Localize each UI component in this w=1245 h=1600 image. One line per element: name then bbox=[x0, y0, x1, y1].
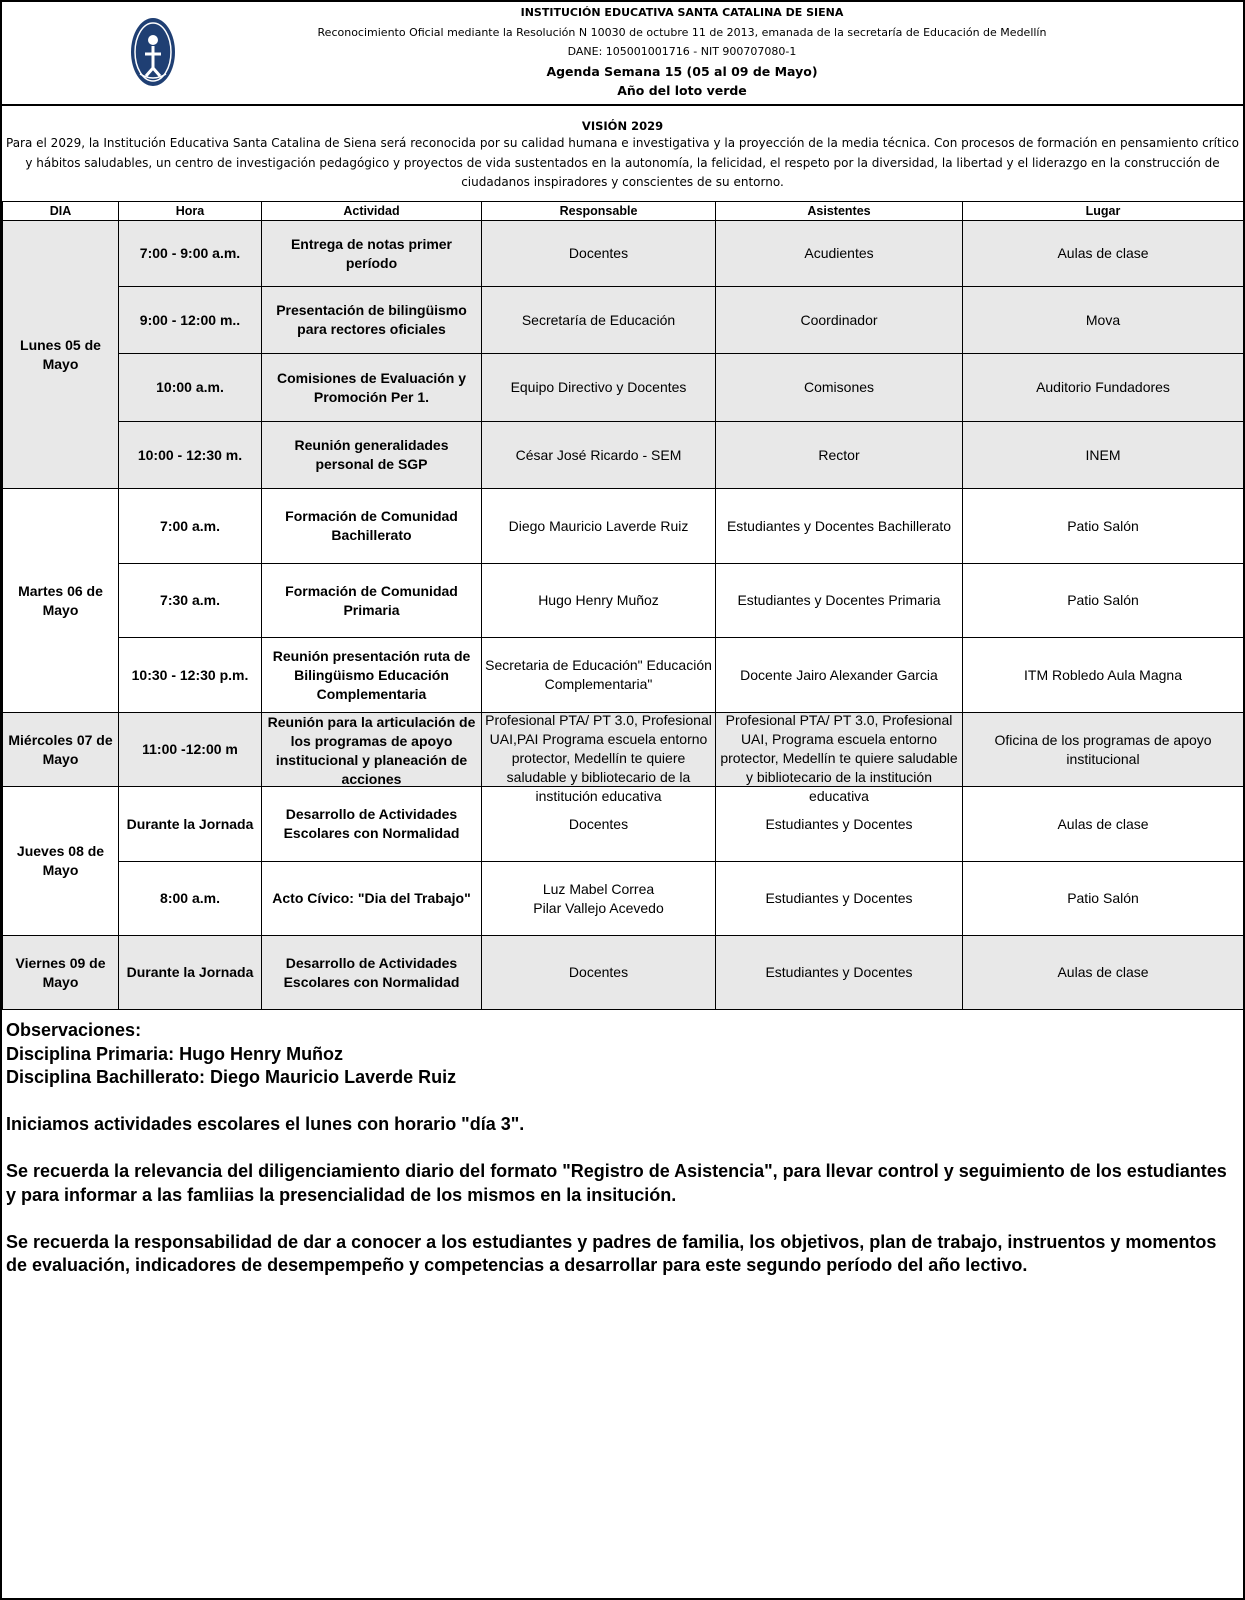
column-header-lugar: Lugar bbox=[963, 202, 1244, 221]
table-row bbox=[3, 936, 1244, 1010]
hora-cell: 8:00 a.m. bbox=[119, 862, 262, 936]
actividad-cell: Reunión presentación ruta de Bilingüismo Educación Complementaria bbox=[262, 638, 482, 713]
day-cell-viernes: Viernes 09 de Mayo bbox=[3, 936, 119, 1010]
actividad-cell: Acto Cívico: "Dia del Trabajo" bbox=[262, 862, 482, 936]
day-cell-lunes: Lunes 05 de Mayo bbox=[3, 221, 119, 489]
hora-cell: 10:30 - 12:30 p.m. bbox=[119, 638, 262, 713]
hora-cell: 7:30 a.m. bbox=[119, 564, 262, 638]
lugar-cell: Patio Salón bbox=[963, 862, 1244, 936]
dane-nit: DANE: 105001001716 - NIT 900707080-1 bbox=[567, 45, 797, 58]
responsable-cell: Equipo Directivo y Docentes bbox=[482, 354, 716, 422]
responsable-line: Pilar Vallejo Acevedo bbox=[533, 899, 664, 916]
actividad-cell: Comisiones de Evaluación y Promoción Per 1. bbox=[262, 354, 482, 422]
discipline-secondary: Disciplina Bachillerato: Diego Mauricio Laverde Ruiz bbox=[6, 1067, 457, 1087]
hora-cell: 11:00 -12:00 m bbox=[119, 713, 262, 787]
responsable-cell: César José Ricardo - SEM bbox=[482, 422, 716, 489]
official-recognition: Reconocimiento Oficial mediante la Resolución N 10030 de octubre 11 de 2013, emanada de la secretaría de Educación de Medellín bbox=[317, 26, 1047, 39]
asistentes-cell: Rector bbox=[716, 422, 963, 489]
asistentes-cell: Acudientes bbox=[716, 221, 963, 287]
table-row bbox=[3, 564, 1244, 638]
vision-title: VISIÓN 2029 bbox=[581, 119, 664, 133]
table-row bbox=[3, 713, 1244, 787]
responsable-cell: Secretaria de Educación" Educación Complementaria" bbox=[482, 638, 716, 713]
column-header-dia: DIA bbox=[3, 202, 119, 221]
responsable-line: Luz Mabel Correa bbox=[542, 880, 655, 897]
responsable-cell: Diego Mauricio Laverde Ruiz bbox=[482, 489, 716, 564]
lugar-cell: ITM Robledo Aula Magna bbox=[963, 638, 1244, 713]
asistentes-cell-wrap bbox=[716, 711, 963, 804]
responsable-cell: Profesional PTA/ PT 3.0, Profesional UAI,PAI Programa escuela entorno protector, Medellín te quiere saludable y bibliotecario de la institución educativa bbox=[485, 711, 712, 804]
asistentes-cell: Estudiantes y Docentes bbox=[716, 936, 963, 1010]
discipline-primary: Disciplina Primaria: Hugo Henry Muñoz bbox=[6, 1043, 344, 1064]
observation-note: Se recuerda la responsabilidad de dar a conocer a los estudiantes y padres de familia, los objetivos, plan de trabajo, instruentos y momentos de evaluación, indicadores de desempempeño y competencias a desarrollar para este segundo período del año lectivo. bbox=[6, 1231, 1217, 1275]
table-row bbox=[3, 422, 1244, 489]
lugar-cell: Aulas de clase bbox=[963, 936, 1244, 1010]
observations-title: Observaciones: bbox=[6, 1020, 142, 1040]
lugar-cell: Patio Salón bbox=[963, 564, 1244, 638]
table-header-row bbox=[3, 202, 1244, 221]
day-cell-jueves: Jueves 08 de Mayo bbox=[3, 787, 119, 936]
table-row bbox=[3, 221, 1244, 287]
hora-cell: Durante la Jornada bbox=[119, 936, 262, 1010]
lugar-cell: INEM bbox=[963, 422, 1244, 489]
actividad-cell: Entrega de notas primer período bbox=[262, 221, 482, 287]
responsable-cell bbox=[482, 862, 716, 936]
agenda-table bbox=[2, 201, 1244, 1010]
responsable-cell: Docentes bbox=[482, 787, 716, 862]
responsable-cell: Docentes bbox=[482, 936, 716, 1010]
actividad-cell: Formación de Comunidad Bachillerato bbox=[262, 489, 482, 564]
day-cell-martes: Martes 06 de Mayo bbox=[3, 489, 119, 713]
asistentes-cell: Estudiantes y Docentes Primaria bbox=[716, 564, 963, 638]
lugar-cell: Patio Salón bbox=[963, 489, 1244, 564]
hora-cell: 7:00 - 9:00 a.m. bbox=[119, 221, 262, 287]
document-header bbox=[2, 2, 1243, 106]
actividad-cell: Reunión generalidades personal de SGP bbox=[262, 422, 482, 489]
agenda-title: Agenda Semana 15 (05 al 09 de Mayo) bbox=[546, 64, 818, 79]
lugar-cell: Aulas de clase bbox=[963, 221, 1244, 287]
actividad-cell: Desarrollo de Actividades Escolares con Normalidad bbox=[262, 787, 482, 862]
actividad-cell-wrap bbox=[262, 713, 482, 787]
asistentes-cell: Estudiantes y Docentes Bachillerato bbox=[716, 489, 963, 564]
responsable-cell: Docentes bbox=[482, 221, 716, 287]
actividad-cell: Reunión para la articulación de los programas de apoyo institucional y planeación de acciones bbox=[267, 714, 476, 787]
table-row bbox=[3, 862, 1244, 936]
hora-cell: 10:00 - 12:30 m. bbox=[119, 422, 262, 489]
asistentes-cell: Estudiantes y Docentes bbox=[716, 862, 963, 936]
spacer bbox=[6, 1207, 1236, 1231]
lugar-cell: Aulas de clase bbox=[963, 787, 1244, 862]
table-row bbox=[3, 354, 1244, 422]
lugar-cell: Auditorio Fundadores bbox=[963, 354, 1244, 422]
observation-note: Se recuerda la relevancia del diligenciamiento diario del formato "Registro de Asistencia", para llevar control y seguimiento de los estudiantes y para informar a las famliias la presencialidad de los mismos en la insitución. bbox=[6, 1161, 1227, 1205]
year-motto: Año del loto verde bbox=[617, 83, 747, 98]
table-row bbox=[3, 638, 1244, 713]
asistentes-cell: Comisones bbox=[716, 354, 963, 422]
responsable-cell: Secretaría de Educación bbox=[482, 287, 716, 354]
column-header-actividad: Actividad bbox=[262, 202, 482, 221]
responsable-cell-wrap bbox=[482, 711, 716, 804]
hora-cell: 7:00 a.m. bbox=[119, 489, 262, 564]
spacer bbox=[6, 1090, 1236, 1114]
table-row bbox=[3, 489, 1244, 564]
observation-note: Iniciamos actividades escolares el lunes con horario "día 3". bbox=[6, 1114, 525, 1134]
actividad-cell: Desarrollo de Actividades Escolares con Normalidad bbox=[262, 936, 482, 1010]
table-row bbox=[3, 287, 1244, 354]
vision-section bbox=[2, 106, 1243, 201]
vision-text: Para el 2029, la Institución Educativa Santa Catalina de Siena será reconocida por su calidad humana e investigativa y la proyección de la media técnica. Con procesos de formación en pensamiento crítico y hábitos saludables, un centro de investigación pedagógico y proyectos de vida sustentados en la autonomía, la felicidad, el respeto por la diversidad, la libertad y el liderazgo en la construcción de ciudadanos inspiradores y conscientes de su entorno. bbox=[6, 136, 1239, 189]
column-header-responsable: Responsable bbox=[482, 202, 716, 221]
lugar-cell: Oficina de los programas de apoyo institucional bbox=[963, 713, 1244, 787]
asistentes-cell: Coordinador bbox=[716, 287, 963, 354]
actividad-cell: Formación de Comunidad Primaria bbox=[262, 564, 482, 638]
school-crest-icon bbox=[130, 16, 176, 88]
asistentes-cell: Docente Jairo Alexander Garcia bbox=[716, 638, 963, 713]
column-header-hora: Hora bbox=[119, 202, 262, 221]
asistentes-cell: Estudiantes y Docentes bbox=[716, 787, 963, 862]
actividad-cell: Presentación de bilingüismo para rectores oficiales bbox=[262, 287, 482, 354]
asistentes-cell: Profesional PTA/ PT 3.0, Profesional UAI, Programa escuela entorno protector, Medellín te quiere saludable y bibliotecario de la institución educativa bbox=[720, 711, 958, 804]
responsable-cell: Hugo Henry Muñoz bbox=[482, 564, 716, 638]
lugar-cell: Mova bbox=[963, 287, 1244, 354]
institution-name: INSTITUCIÓN EDUCATIVA SANTA CATALINA DE SIENA bbox=[520, 6, 844, 19]
column-header-asistentes: Asistentes bbox=[716, 202, 963, 221]
hora-cell: 10:00 a.m. bbox=[119, 354, 262, 422]
day-cell-miercoles: Miércoles 07 de Mayo bbox=[3, 713, 119, 787]
spacer bbox=[6, 1137, 1236, 1161]
hora-cell: Durante la Jornada bbox=[119, 787, 262, 862]
observations-section bbox=[6, 1019, 1236, 1278]
hora-cell: 9:00 - 12:00 m.. bbox=[119, 287, 262, 354]
